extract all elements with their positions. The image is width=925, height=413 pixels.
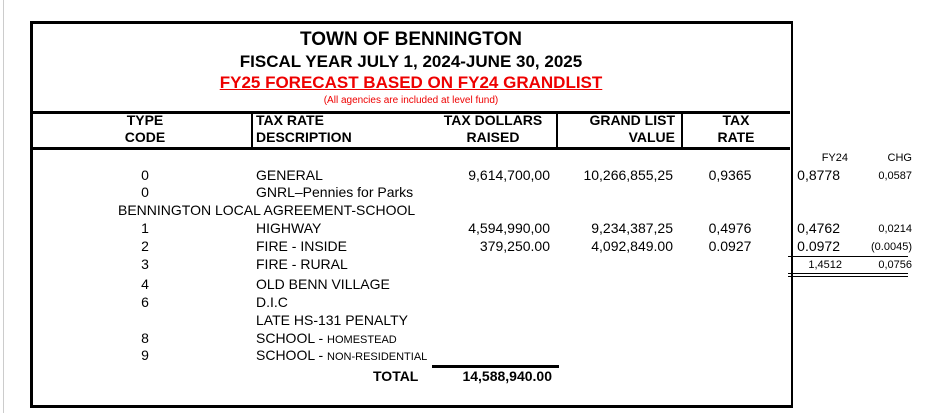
title-forecast: FY25 FORECAST BASED ON FY24 GRANDLIST <box>219 73 603 92</box>
row-description: GENERAL <box>256 167 323 183</box>
desc-main: SCHOOL - <box>256 330 328 346</box>
row-description: GNRL–Pennies for Parks <box>256 184 414 200</box>
row-code: 6 <box>141 294 149 310</box>
total-label: TOTAL <box>373 368 419 384</box>
header-text: TAX DOLLARS <box>443 112 543 128</box>
row-tax-dollars: 379,250.00 <box>479 238 550 254</box>
header-text: RATE <box>717 129 755 145</box>
row-fy24: 0.0972 <box>797 238 840 254</box>
row-description: HIGHWAY <box>256 220 322 236</box>
row-tax-dollars: 9,614,700,00 <box>468 167 550 183</box>
row-code: 2 <box>141 238 149 254</box>
total-value: 14,588,940.00 <box>462 368 552 384</box>
col-divider <box>556 111 558 149</box>
header-grand-list <box>560 112 675 146</box>
header-text: TYPE <box>126 112 164 128</box>
row-tax-rate: 0.0927 <box>708 238 752 254</box>
header-type-code <box>100 112 190 146</box>
subtotal-rule <box>788 256 908 257</box>
row-fy24: 0,4762 <box>797 220 840 236</box>
desc-main: SCHOOL - <box>256 347 328 363</box>
row-chg: (0.0045) <box>871 241 912 253</box>
row-tax-dollars: 4,594,990,00 <box>468 220 550 236</box>
row-code: 3 <box>141 256 149 272</box>
chg-total: 0,0756 <box>878 259 912 271</box>
row-description: FIRE - RURAL <box>256 256 348 272</box>
row-grand-list: 4,092,849.00 <box>591 238 673 254</box>
header-bottom-rule <box>32 147 790 150</box>
row-code: 1 <box>141 220 149 236</box>
row-grand-list: 9,234,387,25 <box>591 220 673 236</box>
header-text: CODE <box>124 129 166 145</box>
row-description <box>256 330 397 346</box>
desc-sub: HOMESTEAD <box>327 334 397 346</box>
row-description: LATE HS-131 PENALTY <box>256 312 408 328</box>
row-description: FIRE - INSIDE <box>256 238 348 254</box>
double-rule <box>788 273 908 274</box>
row-chg: 0,0214 <box>878 223 912 235</box>
row-code: 9 <box>141 347 149 363</box>
header-fy24: FY24 <box>821 152 848 164</box>
section-label: BENNINGTON LOCAL AGREEMENT-SCHOOL <box>118 202 416 218</box>
header-text: TAX RATE <box>256 112 324 128</box>
page-edge <box>3 0 4 413</box>
row-code: 8 <box>141 330 149 346</box>
row-tax-rate: 0,9365 <box>708 167 752 183</box>
row-grand-list: 10,266,855,25 <box>583 167 673 183</box>
header-text: VALUE <box>628 129 675 145</box>
header-tax-rate <box>684 112 788 146</box>
header-text: GRAND LIST <box>589 112 675 128</box>
header-text: RAISED <box>466 129 520 145</box>
row-tax-rate: 0,4976 <box>708 220 752 236</box>
double-rule <box>788 276 908 277</box>
header-chg: CHG <box>887 152 912 164</box>
desc-sub: NON-RESIDENTIAL <box>327 351 428 363</box>
row-code: 0 <box>141 184 149 200</box>
row-code: 0 <box>141 167 149 183</box>
row-description: D.I.C <box>256 294 288 310</box>
row-description: OLD BENN VILLAGE <box>256 276 390 292</box>
col-divider <box>251 111 253 149</box>
header-text: DESCRIPTION <box>256 129 352 145</box>
header-description <box>256 112 352 146</box>
title-fiscal-year: FISCAL YEAR JULY 1, 2024-JUNE 30, 2025 <box>239 52 583 71</box>
col-divider <box>681 111 683 149</box>
title-note: (All agencies are included at level fund) <box>323 95 499 106</box>
row-chg: 0,0587 <box>878 170 912 182</box>
row-fy24: 0,8778 <box>797 167 840 183</box>
header-tax-dollars <box>432 112 554 146</box>
row-description <box>256 347 427 363</box>
fy24-total: 1,4512 <box>808 259 842 271</box>
header-text: TAX <box>722 112 750 128</box>
title-town: TOWN OF BENNINGTON <box>299 29 523 50</box>
row-code: 4 <box>141 276 149 292</box>
